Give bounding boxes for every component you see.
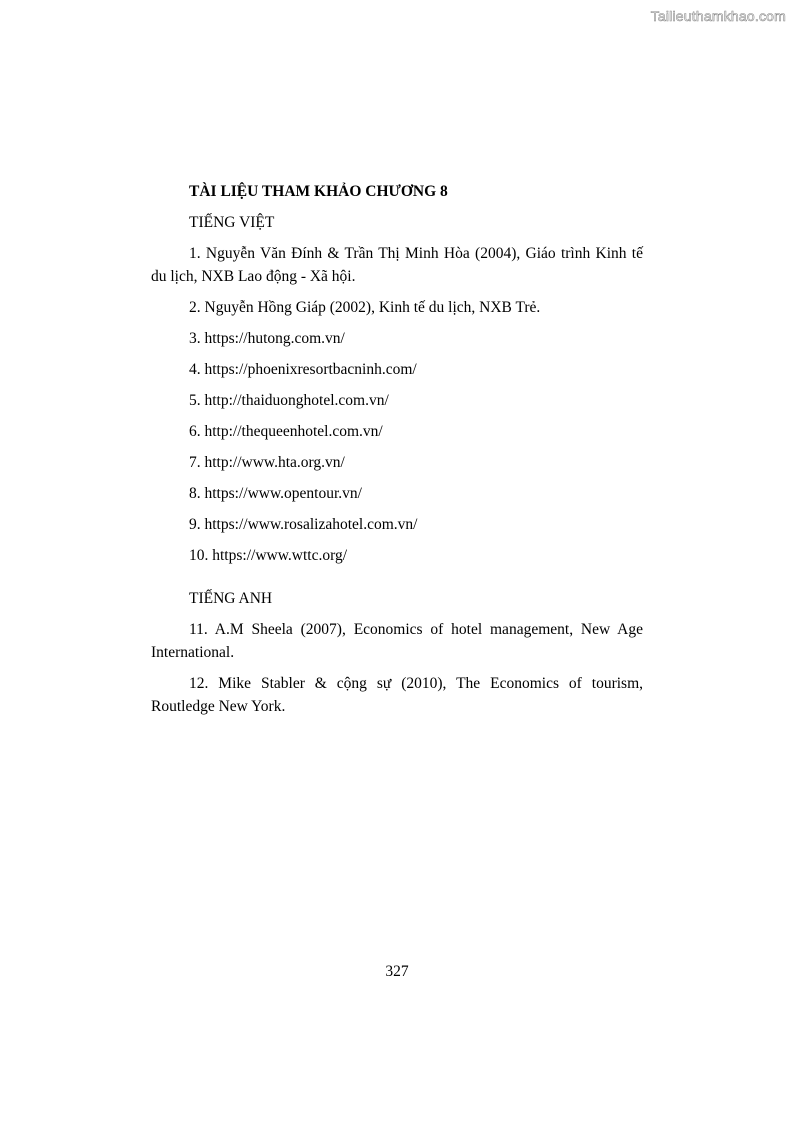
reference-item: 6. http://thequeenhotel.com.vn/ xyxy=(189,423,383,440)
reference-item: 5. http://thaiduonghotel.com.vn/ xyxy=(189,392,389,409)
reference-item: 7. http://www.hta.org.vn/ xyxy=(189,454,345,471)
reference-item: 11. A.M Sheela (2007), Economics of hotel management, New Age International. xyxy=(151,621,643,661)
reference-item: 1. Nguyễn Văn Đính & Trần Thị Minh Hòa (2004), Giáo trình Kinh tế du lịch, NXB Lao động - Xã hội. xyxy=(151,245,643,285)
reference-item: 3. https://hutong.com.vn/ xyxy=(189,330,345,347)
reference-item: 4. https://phoenixresortbacninh.com/ xyxy=(189,361,417,378)
reference-item: 12. Mike Stabler & cộng sự (2010), The Economics of tourism, Routledge New York. xyxy=(151,675,643,715)
reference-item: 9. https://www.rosalizahotel.com.vn/ xyxy=(189,516,418,533)
reference-item: 10. https://www.wttc.org/ xyxy=(189,547,348,564)
references-content xyxy=(151,180,643,726)
section-title-english: TIẾNG ANH xyxy=(189,590,273,607)
reference-item: 8. https://www.opentour.vn/ xyxy=(189,485,362,502)
references-heading: TÀI LIỆU THAM KHẢO CHƯƠNG 8 xyxy=(189,183,448,200)
watermark-text: Tailieuthamkhao.com xyxy=(650,8,786,24)
section-title-vietnamese: TIẾNG VIỆT xyxy=(189,214,275,231)
page-number: 327 xyxy=(385,963,409,980)
reference-item: 2. Nguyễn Hồng Giáp (2002), Kinh tế du lịch, NXB Trẻ. xyxy=(189,299,541,316)
